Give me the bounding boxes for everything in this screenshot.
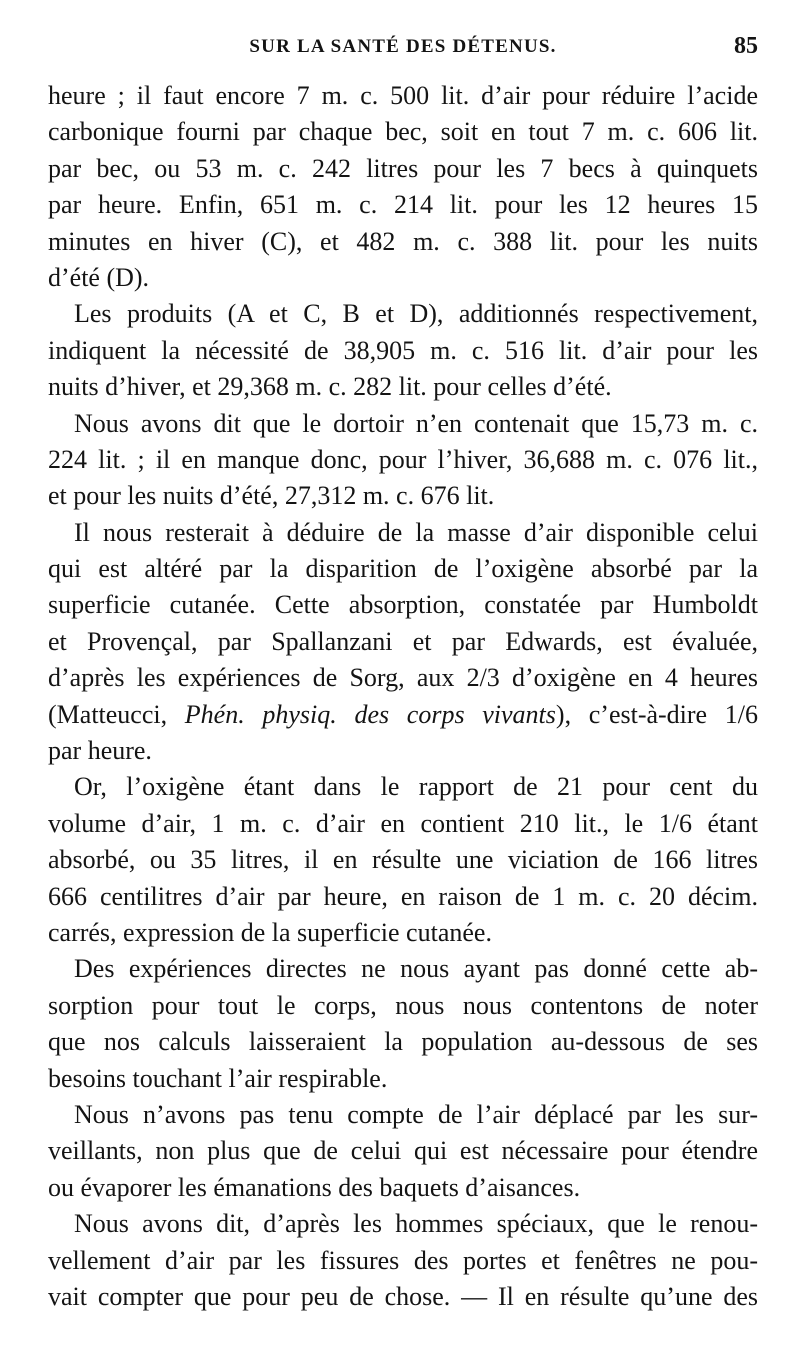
page-header	[48, 33, 758, 66]
text-line: heure ; il faut encore 7 m. c. 500 lit. d’air pour réduire l’acide	[48, 81, 758, 110]
text-line: ou évaporer les émanations des baquets d’aisances.	[48, 1172, 581, 1202]
text-line	[48, 697, 758, 733]
text-line: 666 centilitres d’air par heure, en raison de 1 m. c. 20 décim.	[48, 881, 758, 911]
text-line: par bec, ou 53 m. c. 242 litres pour les 7 becs à quinquets	[48, 153, 758, 183]
text-segment: (Matteucci,	[48, 699, 185, 729]
text-line: vellement d’air par les fissures des portes et fenêtres ne pou-	[48, 1245, 758, 1275]
text-line: d’été (D).	[48, 262, 150, 292]
text-line: besoins touchant l’air respirable.	[48, 1063, 388, 1093]
text-line: et Provençal, par Spallanzani et par Edwards, est évaluée,	[48, 626, 758, 656]
text-line: vait compter que pour peu de chose. — Il en résulte qu’une des	[48, 1281, 758, 1311]
italic-citation: Phén. physiq. des corps vivants	[184, 699, 556, 729]
running-title: SUR LA SANTÉ DES DÉTENUS.	[249, 36, 557, 57]
text-line: veillants, non plus que de celui qui est nécessaire pour étendre	[48, 1136, 758, 1166]
text-line: indiquent la nécessité de 38,905 m. c. 516 lit. d’air pour les	[48, 335, 758, 365]
text-line: Les produits (A et C, B et D), additionnés respectivement,	[74, 299, 758, 329]
text-line: Nous avons dit, d’après les hommes spéciaux, que le renou-	[74, 1209, 758, 1239]
text-line: Il nous resterait à déduire de la masse d’air disponible celui	[74, 517, 758, 547]
text-line: que nos calculs laisseraient la population au-dessous de ses	[48, 1027, 758, 1057]
text-line: volume d’air, 1 m. c. d’air en contient 210 lit., le 1/6 étant	[48, 808, 758, 838]
page-number: 85	[734, 33, 758, 59]
text-segment: ), c’est-à-dire 1/6	[555, 699, 759, 729]
text-line: Des expériences directes ne nous ayant pas donné cette ab-	[74, 954, 758, 984]
text-line: par heure. Enfin, 651 m. c. 214 lit. pour les 12 heures 15	[48, 190, 758, 220]
text-line: Nous n’avons pas tenu compte de l’air déplacé par les sur-	[74, 1099, 758, 1129]
text-line: nuits d’hiver, et 29,368 m. c. 282 lit. pour celles d’été.	[48, 372, 612, 402]
text-line: qui est altéré par la disparition de l’oxigène absorbé par la	[48, 554, 758, 584]
text-line: Or, l’oxigène étant dans le rapport de 21 pour cent du	[74, 772, 758, 802]
text-line: sorption pour tout le corps, nous nous contentons de noter	[48, 990, 758, 1020]
text-line: absorbé, ou 35 litres, il en résulte une viciation de 166 litres	[48, 845, 758, 875]
text-line: carrés, expression de la superficie cutanée.	[48, 917, 492, 947]
text-line: Nous avons dit que le dortoir n’en contenait que 15,73 m. c.	[74, 408, 758, 438]
text-line: 224 lit. ; il en manque donc, pour l’hiver, 36,688 m. c. 076 lit.,	[48, 444, 758, 474]
text-line: et pour les nuits d’été, 27,312 m. c. 676 lit.	[48, 481, 495, 511]
text-line: d’après les expériences de Sorg, aux 2/3 d’oxigène en 4 heures	[48, 663, 758, 693]
body-text	[48, 78, 758, 1315]
text-line: carbonique fourni par chaque bec, soit en tout 7 m. c. 606 lit.	[48, 117, 758, 147]
text-line: superficie cutanée. Cette absorption, constatée par Humboldt	[48, 590, 758, 620]
text-line: par heure.	[48, 736, 152, 766]
text-line: minutes en hiver (C), et 482 m. c. 388 lit. pour les nuits	[48, 226, 758, 256]
